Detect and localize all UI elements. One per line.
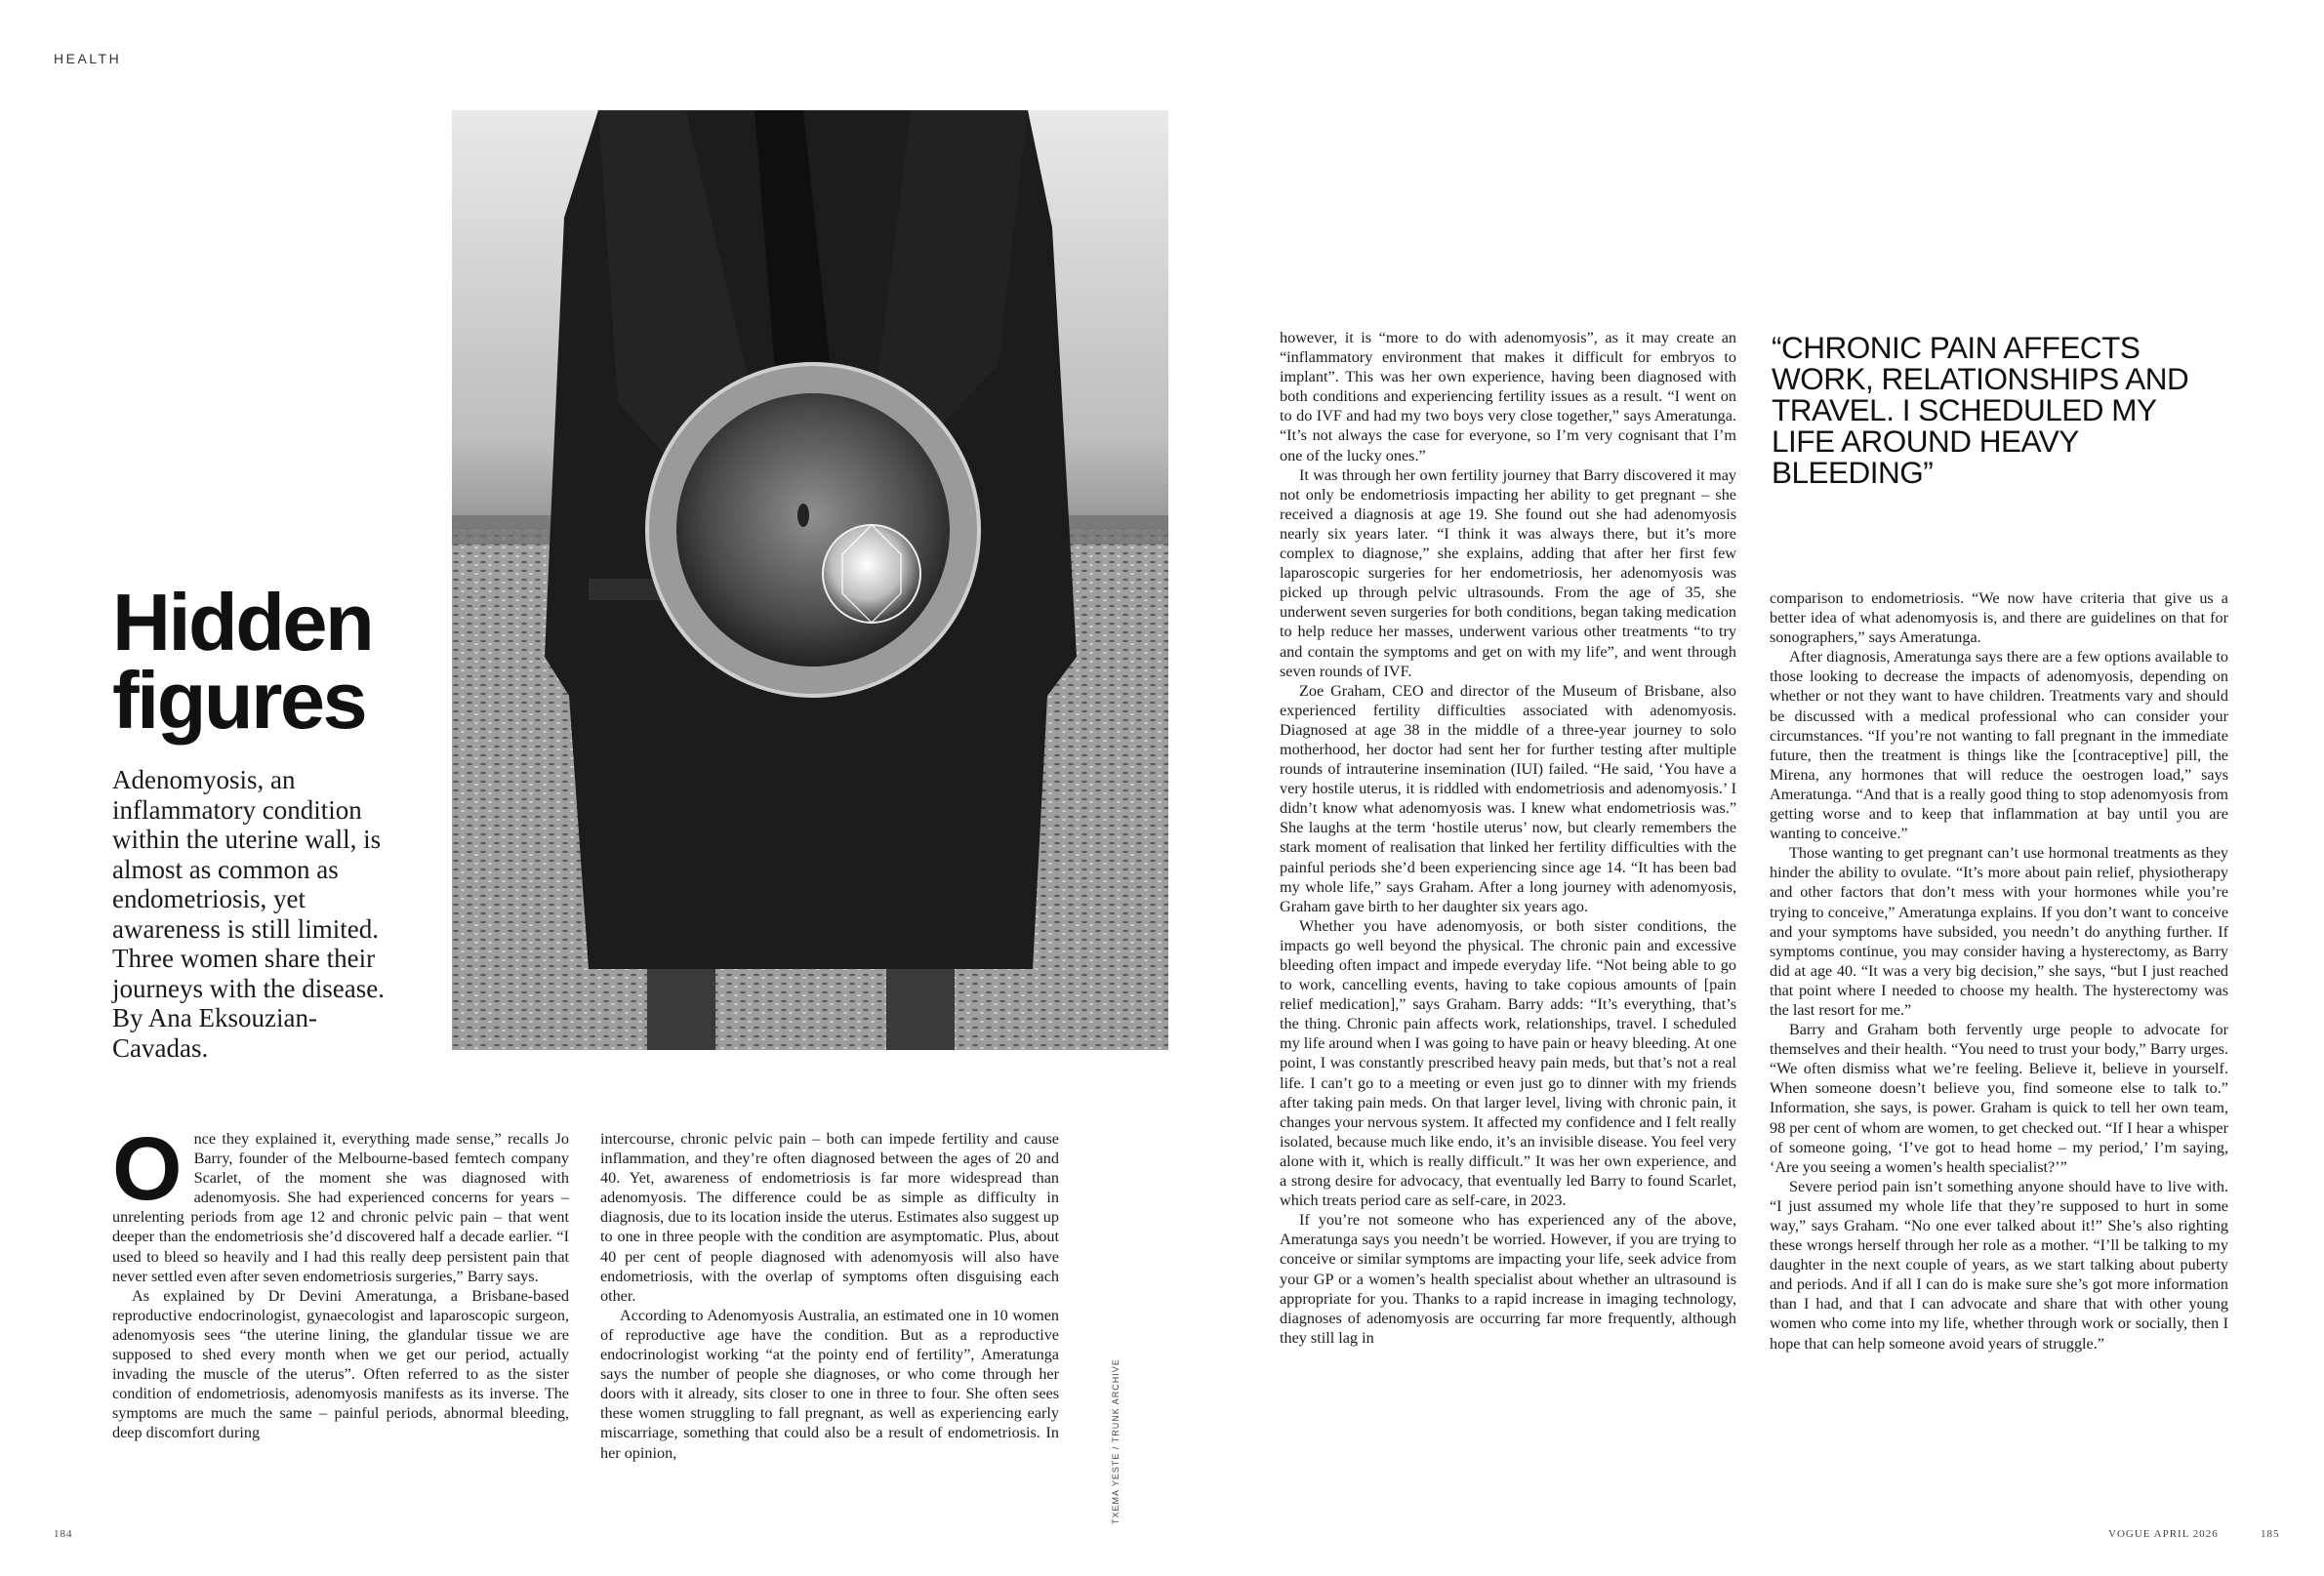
headline [112, 577, 425, 746]
pull-quote: “CHRONIC PAIN AFFECTS WORK, RELATIONSHIPS AND TRAVEL. I SCHEDULED MY LIFE AROUND HEAVY BLEEDING” [1772, 330, 2189, 490]
body-paragraph: intercourse, chronic pelvic pain – both can impede fertility and cause inflammation, and they’re often diagnosed between the ages of 20 and 40. Yet, awareness of endometriosis is far more widespread than adenomyosis. The difference could be as simple as difficulty in diagnosis, due to its location inside the uterus. Estimates also suggest up to one in three people with the condition are asymptomatic. Plus, about 40 per cent of people diagnosed with adenomyosis will also have endometriosis, with the overlap of symptoms often disguising each other. [600, 1130, 1059, 1305]
body-paragraph: Barry and Graham both fervently urge people to advocate for themselves and their health. “You need to trust your body,” Barry urges. “We often dismiss what we’re feeling. Believe it, believe in yourself. When someone doesn’t believe you, find someone else to talk to.” Information, she says, is power. Graham is quick to tell her own team, 98 per cent of whom are women, to get checked out. “If I hear a whisper of someone going, ‘I’ve got to head home – my period,’ I’m saying, ‘Are you seeing a women’s health specialist?’” [1770, 1021, 2228, 1176]
drop-cap: O [112, 1119, 183, 1219]
body-column-1 [112, 1119, 569, 1443]
page-number-right: 185 [2261, 1528, 2280, 1540]
body-paragraph: If you’re not someone who has experienced any of the above, Ameratunga says you needn’t be worried. However, if you are trying to conceive or similar symptoms are impacting your life, seek advice from your GP or a women’s health specialist about whether an ultrasound is appropriate for you. Thanks to a rapid increase in imaging technology, diagnoses of adenomyosis are occurring far more frequently, although they still lag in [1280, 1211, 1736, 1347]
headline-line-2: figures [112, 655, 366, 746]
magazine-issue: VOGUE APRIL 2026 [2108, 1528, 2219, 1540]
paragraph-text: nce they explained it, everything made sense,” recalls Jo Barry, founder of the Melbourne-based femtech company Scarlet, of the moment she was diagnosed with adenomyosis. She had experienced concerns for years – unrelenting periods from age 12 and chronic pelvic pain – that went deeper than the endometriosis she’d discovered half a decade earlier. “I used to bleed so heavily and I had this really deep persistent pain that never settled even after seven endometriosis surgeries,” Barry says. [112, 1130, 569, 1285]
section-label: HEALTH [54, 51, 122, 66]
body-paragraph: Whether you have adenomyosis, or both sister conditions, the impacts go well beyond the physical. The chronic pain and excessive bleeding often impact and impede everyday life. “Not being able to go to work, cancelling events, having to take copious amounts of [pain relief medication],” says Graham. Barry adds: “It’s everything, that’s the thing. Chronic pain affects work, relationships, travel. I scheduled my life around when I was going to have pain or heavy bleeding. At one point, I was constantly prescribed heavy pain meds, but that’s not a real life. I can’t go to a meeting or even just go to dinner with my friends after taking pain meds. On that larger level, living with chronic pain, it changes your nervous system. It affected my confidence and I felt really isolated, because much like endo, it’s an invisible disease. You feel very alone with it, which is really difficult.” It was her own experience, and a strong desire for advocacy, that eventually led Barry to found Scarlet, which treats period care as self-care, in 2023. [1280, 916, 1736, 1210]
standfirst: Adenomyosis, an inflammatory condition within the uterine wall, is almost as common as endometriosis, yet awareness is still limited. Three women share their journeys with the disease. By Ana Eksouzian-Cavadas. [112, 765, 385, 1063]
photo-credit [1111, 1329, 1122, 1524]
headline-line-1: Hidden [112, 577, 373, 667]
feature-photo [452, 110, 1168, 1050]
body-paragraph: Zoe Graham, CEO and director of the Museum of Brisbane, also experienced fertility difficulties associated with adenomyosis. Diagnosed at age 38 in the middle of a three-year journey to solo motherhood, her doctor had sent her for further testing after multiple rounds of intrauterine insemination (IUI) failed. “He said, ‘You have a very hostile uterus, it is riddled with endometriosis and adenomyosis.’ I didn’t know what adenomyosis was. I knew what endometriosis was.” She laughs at the term ‘hostile uterus’ now, but clearly remembers the stark moment of realisation that linked her fertility difficulties with the painful periods she’d been experiencing since age 14. “It has been bad my whole life,” says Graham. After a long journey with adenomyosis, Graham gave birth to her daughter six years ago. [1280, 681, 1736, 915]
body-paragraph [112, 1119, 569, 1286]
body-paragraph: Those wanting to get pregnant can’t use hormonal treatments as they hinder the ability to ovulate. “It’s more about pain relief, physiotherapy and other factors that don’t mess with your hormones while you’re trying to conceive,” Ameratunga explains. If you don’t want to conceive and your symptoms have subsided, you needn’t do anything further. If symptoms continue, you may consider having a hysterectomy, as Barry did at age 40. “It was a very big decision,” she says, “but I just reached that point where I needed to choose my health. The hysterectomy was the last resort for me.” [1770, 844, 2228, 1019]
body-column-3 [1280, 328, 1736, 1348]
photo-illustration [452, 110, 1168, 1050]
body-paragraph: Severe period pain isn’t something anyone should have to live with. “I just assumed my whole life that they’re supposed to hurt in some way,” says Graham. “No one ever talked about it!” She’s also righting these wrongs herself through her role as a mother. “I’ll be talking to my daughter in the next couple of years, as we start talking about puberty and periods. And if all I can do is make sure she’s got more information than I had, and that I can advocate and share that with other young women who come into my life, whether through work or socially, then I hope that can help someone avoid years of struggle.” [1770, 1177, 2228, 1353]
body-paragraph: After diagnosis, Ameratunga says there are a few options available to those looking to decrease the impacts of adenomyosis, depending on whether or not they want to have children. Treatments vary and should be discussed with a medical professional who can consider your circumstances. “If you’re not wanting to fall pregnant in the immediate future, then the treatment is things like the [contraceptive] pill, the Mirena, any hormones that will reduce the oestrogen load,” says Ameratunga. “And that is a really good thing to stop adenomyosis from getting worse and to keep that inflammation at bay until you are wanting to conceive.” [1770, 648, 2228, 843]
page-number-left: 184 [54, 1528, 73, 1540]
body-column-4 [1770, 588, 2228, 1354]
body-paragraph: comparison to endometriosis. “We now have criteria that give us a better idea of what adenomyosis is, and there are guidelines on that for sonographers,” says Ameratunga. [1770, 589, 2228, 647]
body-paragraph: According to Adenomyosis Australia, an estimated one in 10 women of reproductive age have the condition. But as a reproductive endocrinologist working “at the pointy end of fertility”, Ameratunga says the number of people she diagnoses, or who come through her doors with it already, sits closer to one in three to four. She often sees these women struggling to fall pregnant, as well as experiencing early miscarriage, something that could also be a result of endometriosis. In her opinion, [600, 1306, 1059, 1462]
body-paragraph: however, it is “more to do with adenomyosis”, as it may create an “inflammatory environment that makes it difficult for embryos to implant”. This was her own experience, having been diagnosed with both conditions and experiencing fertility issues as a result. “I went on to do IVF and had my two boys very close together,” says Ameratunga. “It’s not always the case for everyone, so I’m very cognisant that I’m one of the lucky ones.” [1280, 329, 1736, 465]
body-paragraph: It was through her own fertility journey that Barry discovered it may not only be endometriosis impacting her ability to get pregnant – she received a diagnosis at age 19. She found out she had adenomyosis nearly six years later. “I think it was always there, but it’s more complex to diagnose,” she explains, adding that after her first few laparoscopic surgeries for her endometriosis, her adenomyosis was picked up through pelvic ultrasounds. From the age of 35, she underwent seven surgeries for both conditions, began taking medication to help reduce her masses, underwent various other treatments “to try and contain the symptoms and get on with my life”, and went through seven rounds of IVF. [1280, 465, 1736, 680]
photo-credit-text: TXEMA YESTE / TRUNK ARCHIVE [1111, 1358, 1121, 1524]
body-paragraph: As explained by Dr Devini Ameratunga, a Brisbane-based reproductive endocrinologist, gynaecologist and laparoscopic surgeon, adenomyosis sees “the uterine lining, the glandular tissue we are supposed to shed every month when we get our period, actually invading the muscle of the uterus”. Often referred to as the sister condition of endometriosis, adenomyosis manifests as its inverse. The symptoms are much the same – painful periods, abnormal bleeding, deep discomfort during [112, 1286, 569, 1442]
body-column-2 [600, 1129, 1059, 1463]
